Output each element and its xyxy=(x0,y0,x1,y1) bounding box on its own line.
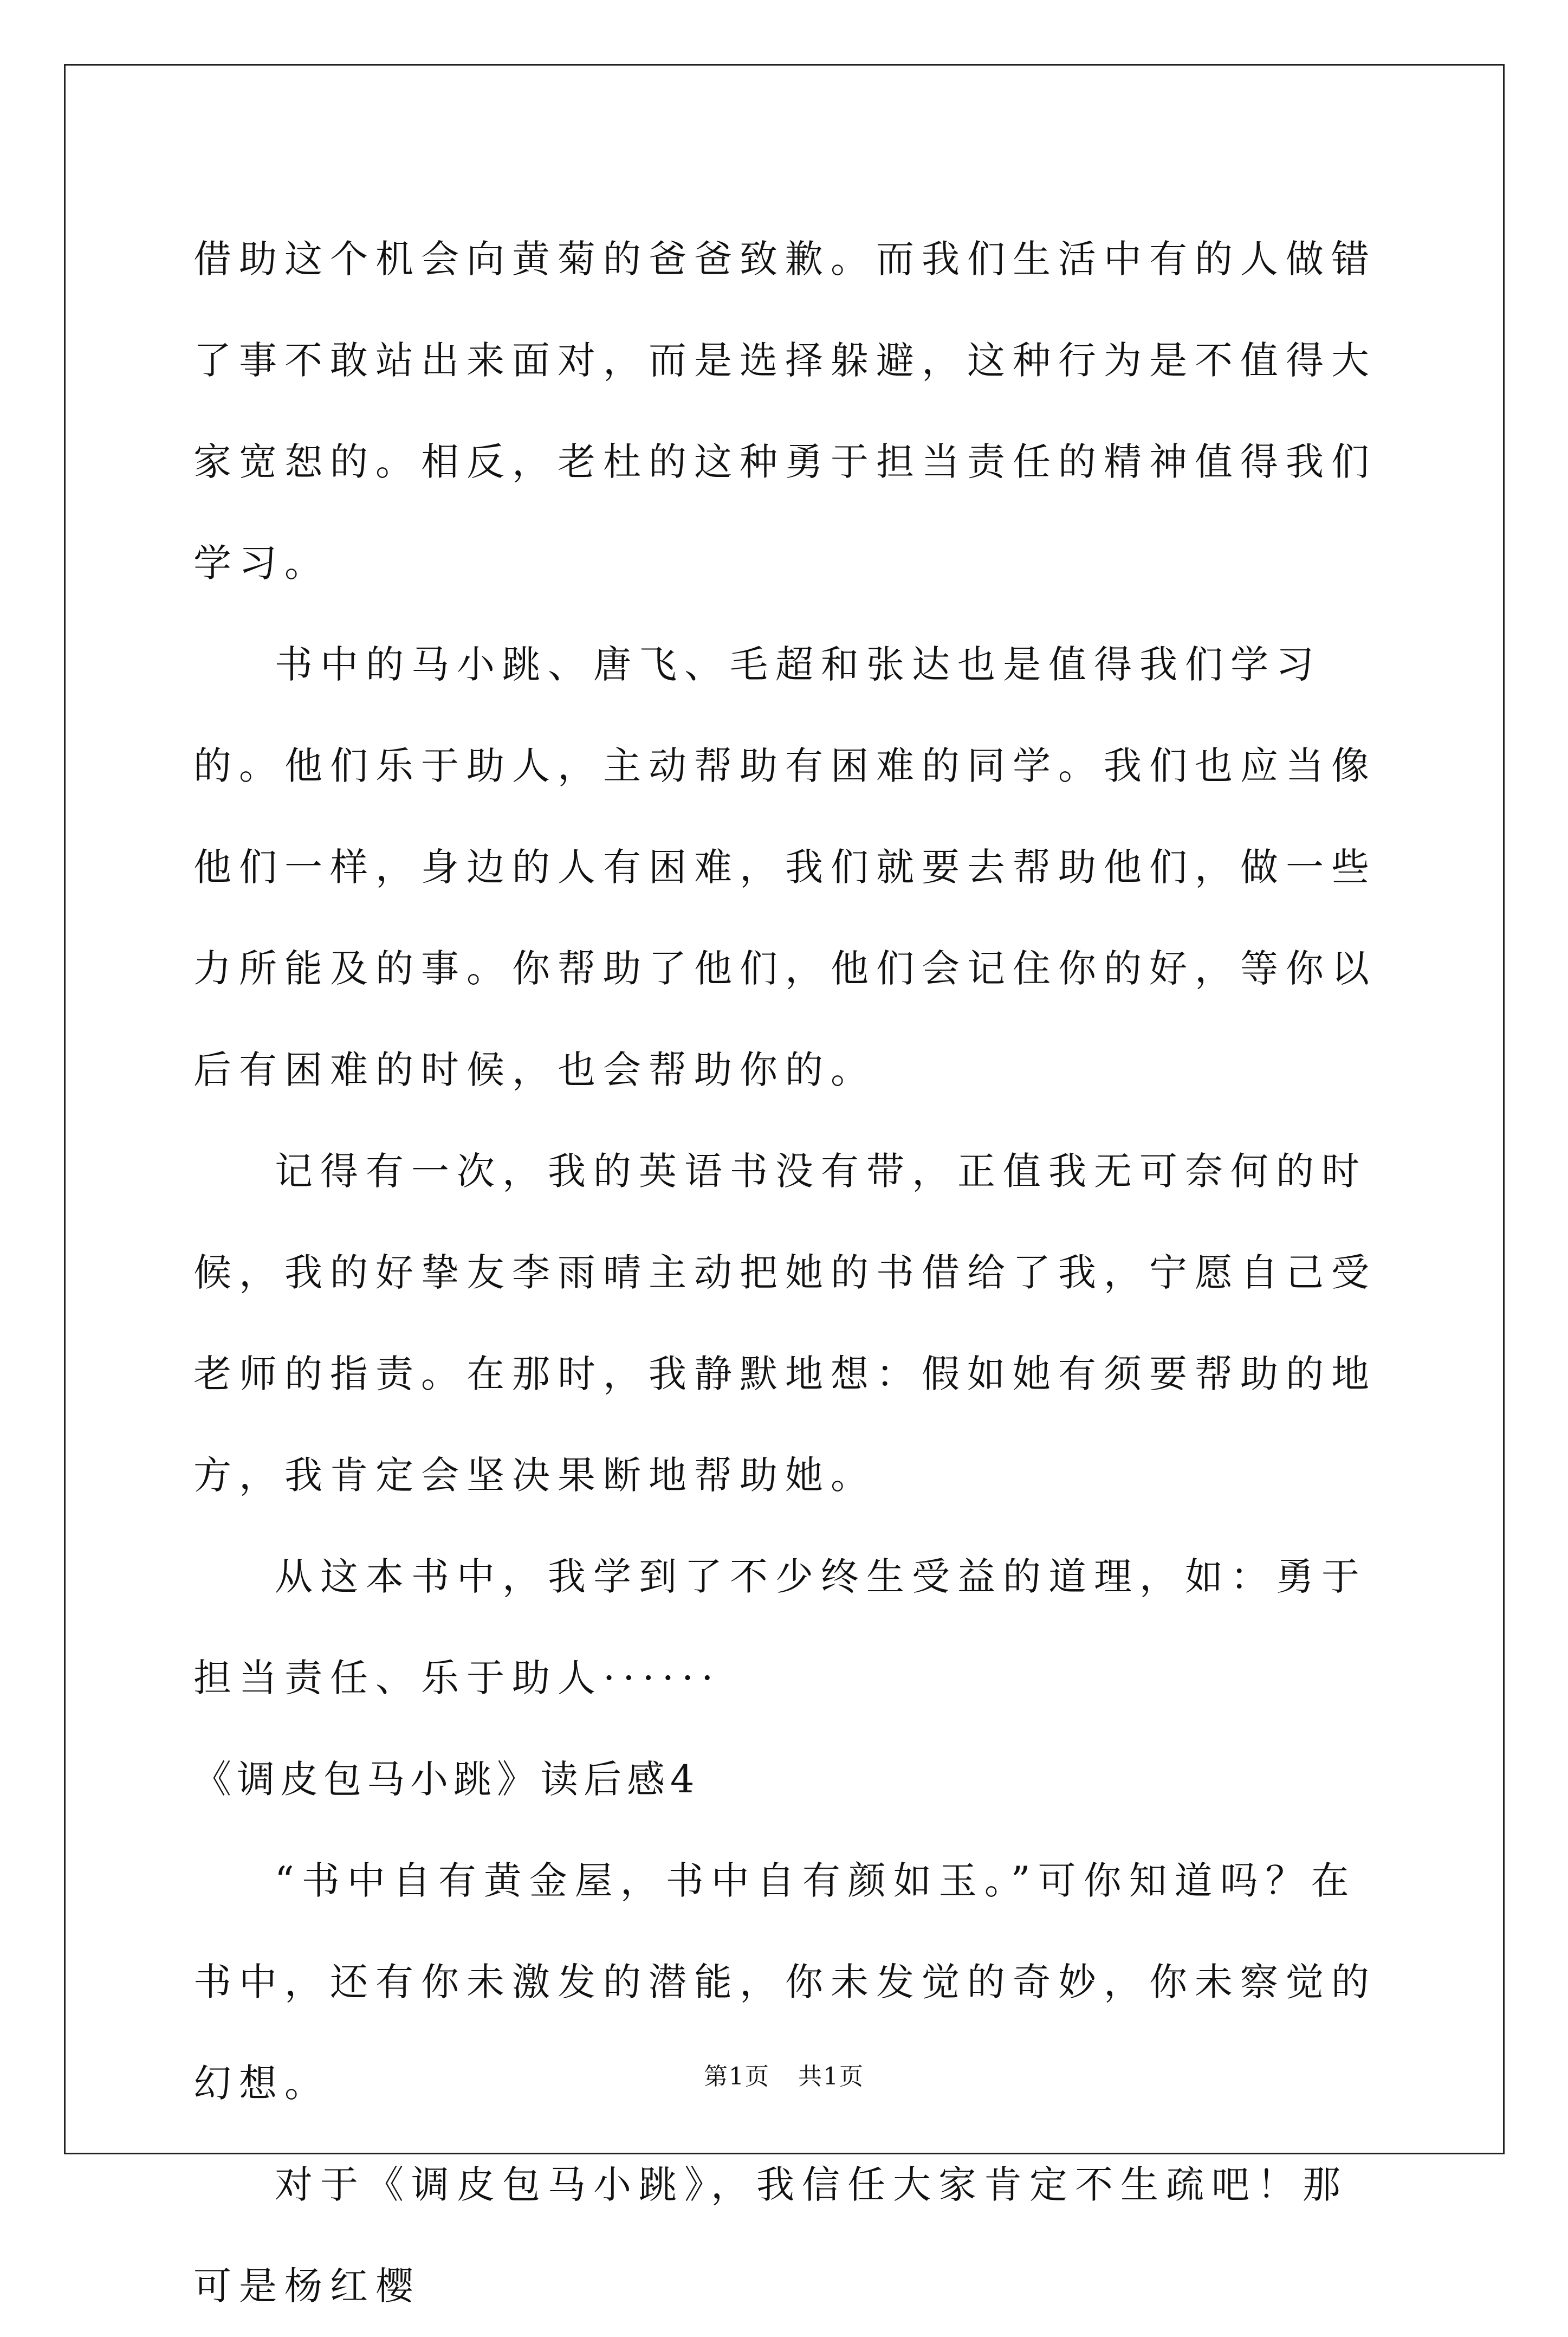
section-heading: 《调皮包马小跳》读后感4 xyxy=(193,1757,700,1802)
page-total: 共1页 xyxy=(798,2063,864,2090)
paragraph: “书中自有黄金屋，书中自有颜如玉。”可你知道吗？在书中，还有你未激发的潜能，你未发觉的奇妙，你未察觉的幻想。 xyxy=(193,1858,1377,2106)
page-footer xyxy=(0,2057,1568,2091)
page-number: 第1页 xyxy=(704,2063,770,2090)
document-body xyxy=(193,209,1380,2337)
paragraph: 对于《调皮包马小跳》，我信任大家肯定不生疏吧！那可是杨红樱 xyxy=(193,2162,1348,2308)
paragraph: 书中的马小跳、唐飞、毛超和张达也是值得我们学习的。他们乐于助人，主动帮助有困难的同学。我们也应当像他们一样，身边的人有困难，我们就要去帮助他们，做一些力所能及的事。你帮助了他们，他们会记住你的好，等你以后有困难的时候，也会帮助你的。 xyxy=(193,642,1377,1092)
paragraph: 从这本书中，我学到了不少终生受益的道理，如：勇于担当责任、乐于助人······ xyxy=(193,1554,1367,1700)
paragraph: 借助这个机会向黄菊的爸爸致歉。而我们生活中有的人做错了事不敢站出来面对，而是选择躲避，这种行为是不值得大家宽恕的。相反，老杜的这种勇于担当责任的精神值得我们学习。 xyxy=(193,237,1377,585)
paragraph: 记得有一次，我的英语书没有带，正值我无可奈何的时候，我的好挚友李雨晴主动把她的书借给了我，宁愿自己受老师的指责。在那时，我静默地想：假如她有须要帮助的地方，我肯定会坚决果断地帮助她。 xyxy=(193,1149,1377,1497)
